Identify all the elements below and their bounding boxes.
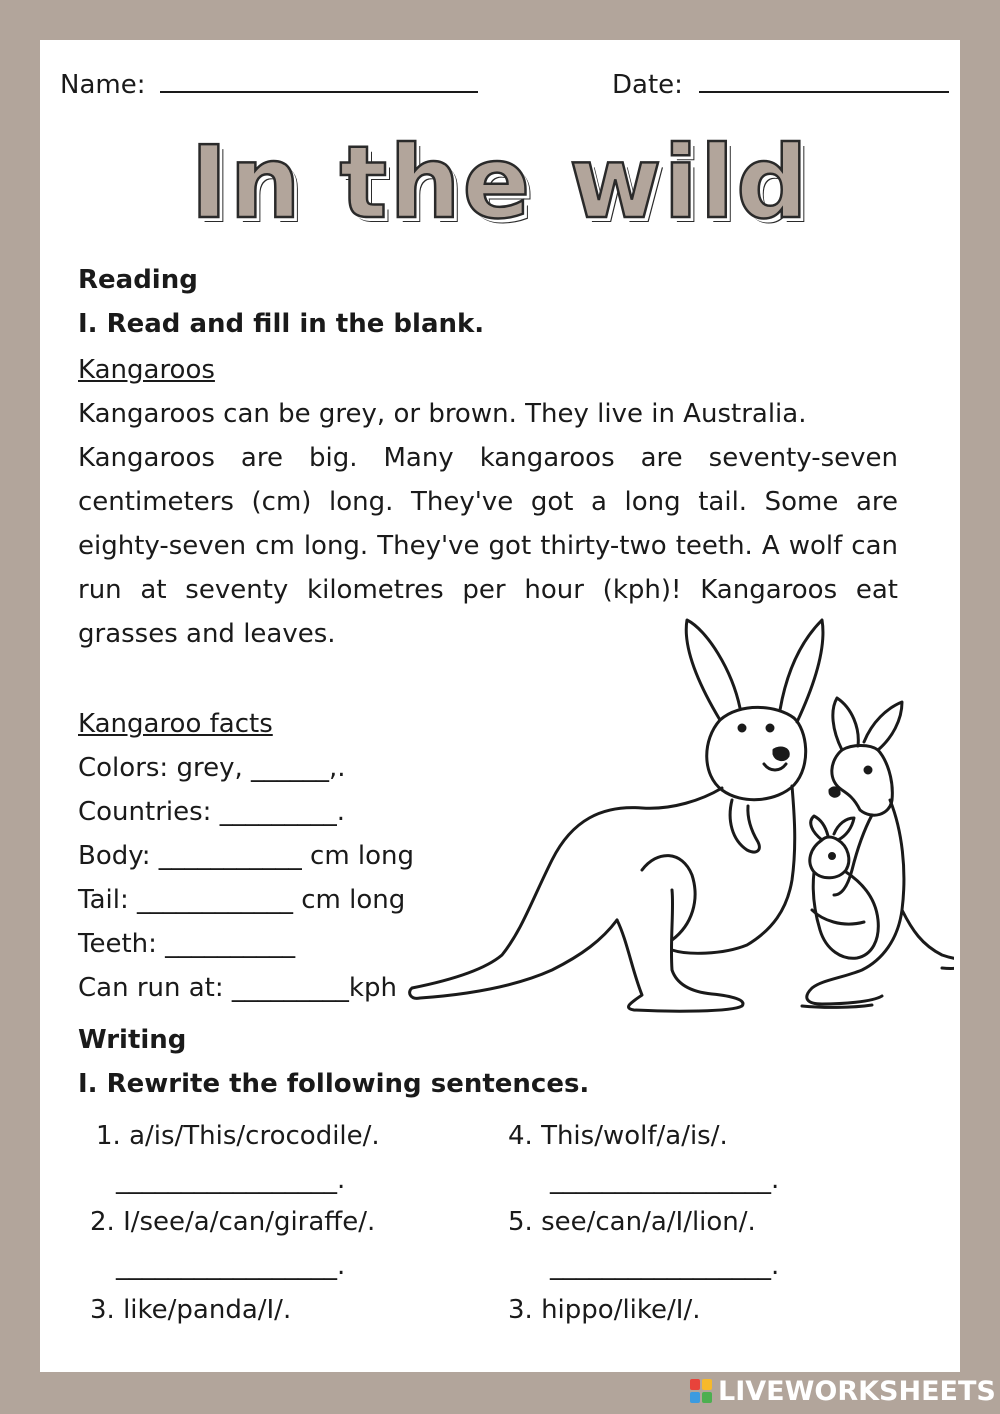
medium-kangaroo-ears: [833, 698, 902, 750]
big-kangaroo-mouth: [764, 764, 786, 770]
big-kangaroo-eye-right: [767, 725, 773, 731]
sentence-2-answer[interactable]: _________________.: [116, 1251, 346, 1281]
kangaroo-illustration: [402, 610, 954, 1020]
passage-body: Kangaroos are big. Many kangaroos are seventy-seven centimeters (cm) long. They've got a long tail. Some are eighty-seven cm long. They've got thirty-two teeth. A wolf can run at seventy kilometres per hour (kph)! Kangaroos eat grasses and leaves.: [78, 443, 898, 649]
liveworksheets-logo[interactable]: [690, 1376, 996, 1406]
medium-kangaroo-body: [807, 800, 954, 1004]
medium-kangaroo-eye: [865, 767, 871, 773]
writing-instruction: I. Rewrite the following sentences.: [78, 1069, 590, 1099]
fact-teeth[interactable]: Teeth: __________: [78, 929, 296, 959]
sentence-3-prompt: 3. like/panda/I/.: [90, 1295, 292, 1325]
big-kangaroo-right-ear: [780, 620, 823, 722]
fact-run[interactable]: Can run at: _________kph: [78, 973, 397, 1003]
passage-line1: Kangaroos can be grey, or brown. They live in Australia.: [78, 399, 807, 429]
reading-heading: Reading: [78, 265, 198, 295]
big-kangaroo-thigh: [642, 856, 695, 940]
date-blank[interactable]: [699, 91, 949, 93]
date-field: [612, 70, 949, 100]
date-label: Date:: [612, 70, 683, 100]
sentence-4-prompt: 4. This/wolf/a/is/.: [508, 1121, 728, 1151]
medium-kangaroo-nose: [830, 788, 839, 796]
worksheet-title: In the wild: [190, 124, 810, 241]
big-kangaroo-nose: [774, 748, 788, 760]
sentence-1-answer[interactable]: _________________.: [116, 1165, 346, 1195]
baby-kangaroo-head: [810, 816, 854, 878]
fact-countries[interactable]: Countries: _________.: [78, 797, 345, 827]
baby-kangaroo-eye: [830, 854, 835, 859]
ground-lines: [802, 1005, 872, 1007]
fact-tail[interactable]: Tail: ____________ cm long: [78, 885, 406, 915]
big-kangaroo-arm: [730, 800, 759, 852]
facts-title: Kangaroo facts: [78, 709, 273, 739]
big-kangaroo-body: [410, 788, 722, 998]
sentence-5-answer[interactable]: _________________.: [550, 1251, 780, 1281]
logo-square-blue: [690, 1392, 700, 1403]
big-kangaroo-left-ear: [686, 620, 740, 720]
medium-kangaroo-head: [832, 746, 892, 816]
sentence-6-prompt: 3. hippo/like/I/.: [508, 1295, 701, 1325]
name-blank[interactable]: [160, 91, 478, 93]
liveworksheets-brand: LIVEWORKSHEETS: [718, 1375, 996, 1407]
baby-kangaroo-pouch: [812, 910, 864, 924]
fact-body[interactable]: Body: ___________ cm long: [78, 841, 415, 871]
sentence-4-answer[interactable]: _________________.: [550, 1165, 780, 1195]
big-kangaroo-eye-left: [739, 725, 745, 731]
name-field: [60, 70, 478, 100]
name-label: Name:: [60, 70, 146, 100]
worksheet-page: [40, 40, 960, 1372]
liveworksheets-logo-icon: [690, 1379, 712, 1403]
logo-square-yellow: [702, 1379, 712, 1390]
writing-heading: Writing: [78, 1025, 187, 1055]
passage-title: Kangaroos: [78, 355, 215, 385]
sentence-1-prompt: 1. a/is/This/crocodile/.: [96, 1121, 380, 1151]
sentence-5-prompt: 5. see/can/a/I/lion/.: [508, 1207, 756, 1237]
sentence-2-prompt: 2. I/see/a/can/giraffe/.: [90, 1207, 376, 1237]
logo-square-red: [690, 1379, 700, 1390]
fact-colors[interactable]: Colors: grey, ______,.: [78, 753, 346, 783]
logo-square-green: [702, 1392, 712, 1403]
reading-instruction: I. Read and fill in the blank.: [78, 309, 485, 339]
